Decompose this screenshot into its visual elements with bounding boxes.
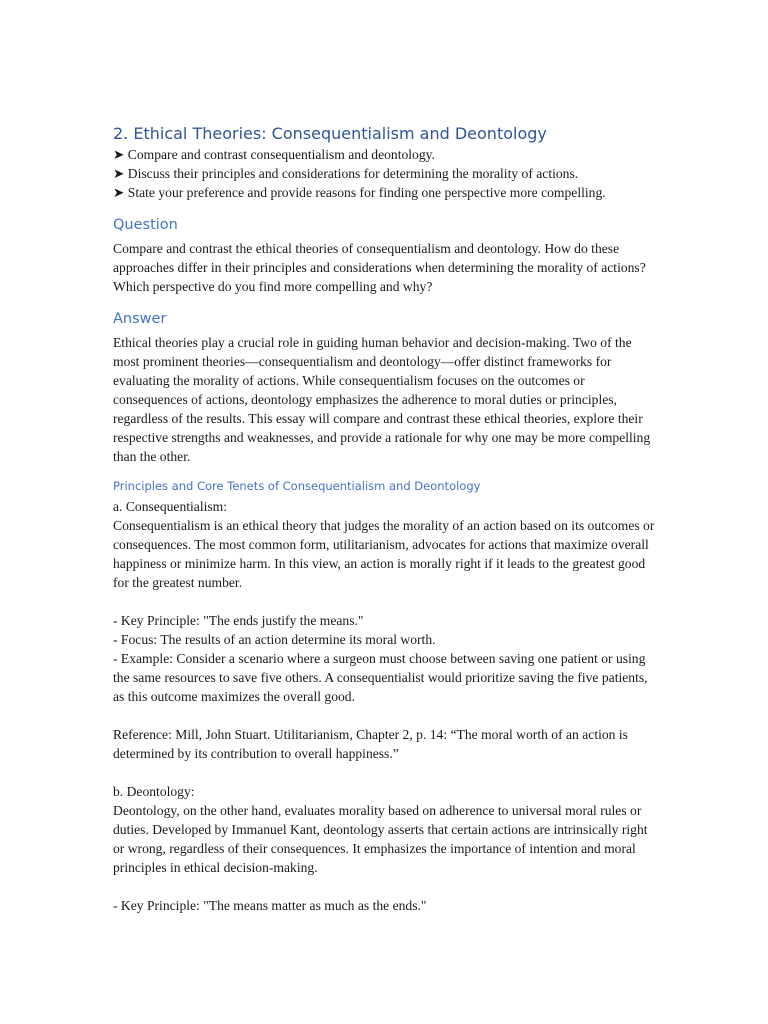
deontology-label: b. Deontology: (113, 784, 195, 799)
spacer (113, 592, 658, 611)
page-title: 2. Ethical Theories: Consequentialism and Deontology (113, 124, 547, 143)
question-text: Compare and contrast the ethical theories of consequentialism and deontology. How do these approaches differ in their principles and considerations when determining the morality of actions? Which perspective do you find more compelling and why? (113, 241, 646, 294)
deontology-key-principle-line: - Key Principle: "The means matter as much as the ends." (113, 898, 427, 913)
focus-line: - Focus: The results of an action determine its moral worth. (113, 632, 436, 647)
spacer (113, 877, 658, 896)
document-page (113, 123, 658, 915)
task-bullet: ➤ Discuss their principles and considerations for determining the morality of actions. (113, 166, 579, 181)
consequentialism-text: Consequentialism is an ethical theory that judges the morality of an action based on its outcomes or consequences. The most common form, utilitarianism, advocates for actions that maximize overall happiness or minimize harm. In this view, an action is morally right if it leads to the greatest good for the greatest number. (113, 518, 655, 590)
consequentialism-label: a. Consequentialism: (113, 499, 228, 514)
spacer (113, 706, 658, 725)
key-principle-line: - Key Principle: "The ends justify the means." (113, 613, 364, 628)
task-bullet: ➤ State your preference and provide reasons for finding one perspective more compelling. (113, 185, 606, 200)
task-list (113, 145, 658, 202)
deontology-text: Deontology, on the other hand, evaluates morality based on adherence to universal moral rules or duties. Developed by Immanuel Kant, deontology asserts that certain actions are intrinsically right or wrong, regardless of their consequences. It emphasizes the importance of intention and moral principles in ethical decision-making. (113, 803, 648, 875)
question-heading: Question (113, 217, 178, 233)
example-line: - Example: Consider a scenario where a surgeon must choose between saving one patient or using the same resources to save five others. A consequentialist would prioritize saving the five patients, as this outcome maximizes the overall good. (113, 651, 648, 704)
reference-line: Reference: Mill, John Stuart. Utilitarianism, Chapter 2, p. 14: “The moral worth of an action is determined by its contribution to overall happiness.” (113, 727, 628, 761)
task-bullet: ➤ Compare and contrast consequentialism and deontology. (113, 147, 435, 162)
section-heading: Principles and Core Tenets of Consequentialism and Deontology (113, 479, 481, 493)
answer-heading: Answer (113, 311, 167, 327)
spacer (113, 763, 658, 782)
answer-intro: Ethical theories play a crucial role in guiding human behavior and decision-making. Two of the most prominent theories—consequentialism and deontology—offer distinct frameworks for evaluating the morality of actions. While consequentialism focuses on the outcomes or consequences of actions, deontology emphasizes the adherence to moral duties or principles, regardless of the results. This essay will compare and contrast these ethical theories, explore their respective strengths and weaknesses, and provide a rationale for why one may be more compelling than the other. (113, 335, 651, 464)
